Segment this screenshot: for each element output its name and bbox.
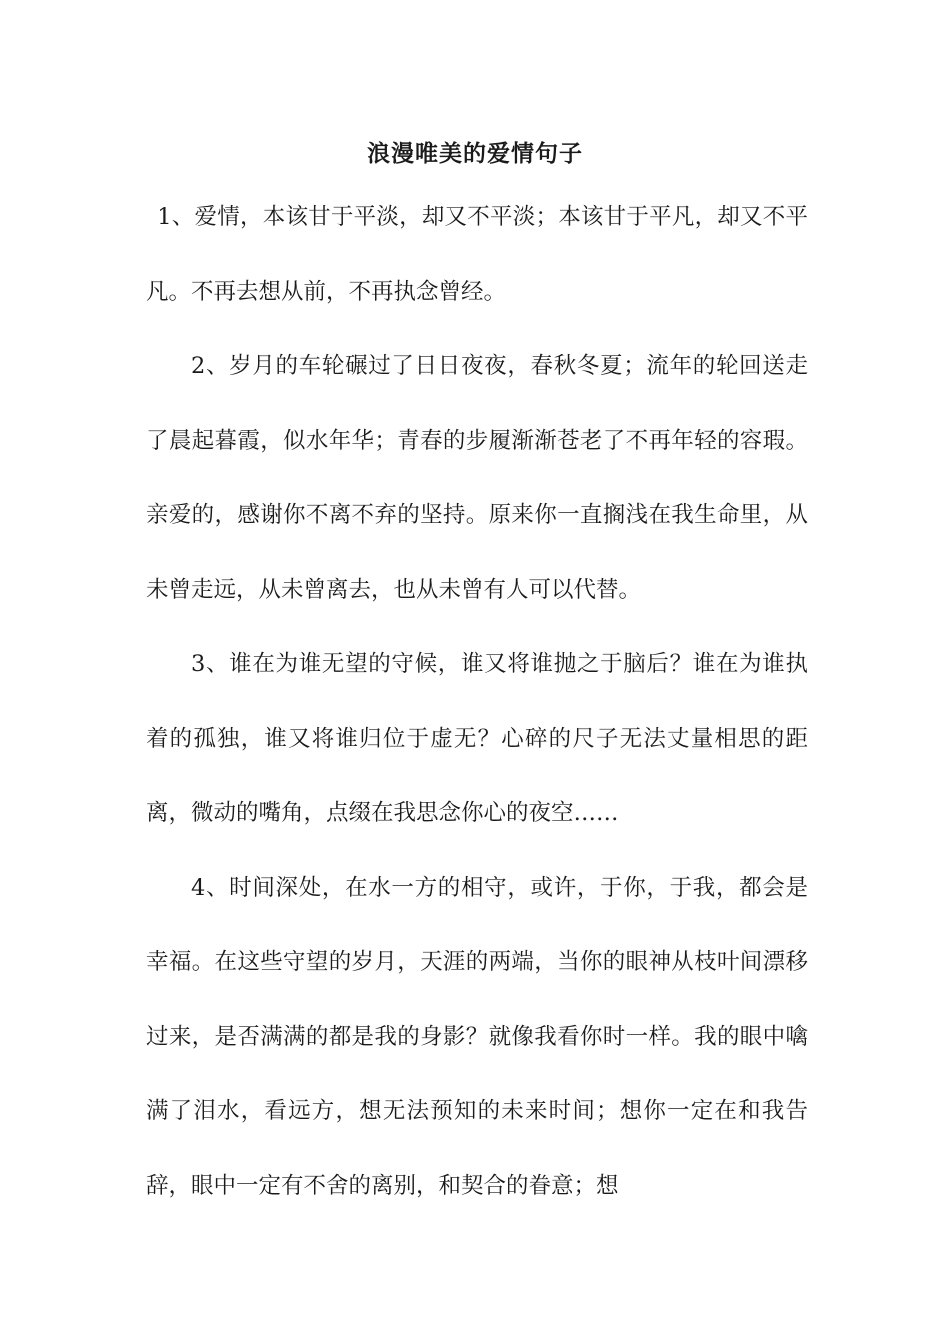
paragraph-3: 3、谁在为谁无望的守候，谁又将谁抛之于脑后？谁在为谁执着的孤独，谁又将谁归位于虚无？心碎的尺子无法丈量相思的距离，微动的嘴角，点缀在我思念你心的夜空…… xyxy=(146,651,808,826)
paragraph-2: 2、岁月的车轮碾过了日日夜夜，春秋冬夏；流年的轮回送走了晨起暮霞，似水年华；青春的步履渐渐苍老了不再年轻的容瑕。亲爱的，感谢你不离不弃的坚持。原来你一直搁浅在我生命里，从未曾走远，从未曾离去，也从未曾有人可以代替。 xyxy=(146,353,808,603)
paragraph-1: 1、爱情，本该甘于平淡，却又不平淡；本该甘于平凡，却又不平凡。不再去想从前，不再执念曾经。 xyxy=(146,204,808,305)
document-body xyxy=(146,180,808,1223)
paragraph-4: 4、时间深处，在水一方的相守，或许，于你，于我，都会是幸福。在这些守望的岁月，天涯的两端，当你的眼神从枝叶间漂移过来，是否满满的都是我的身影？就像我看你时一样。我的眼中噙满了泪水，看远方，想无法预知的未来时间；想你一定在和我告辞，眼中一定有不舍的离别，和契合的眷意；想 xyxy=(146,874,808,1199)
document-title: 浪漫唯美的爱情句子 xyxy=(367,140,583,167)
